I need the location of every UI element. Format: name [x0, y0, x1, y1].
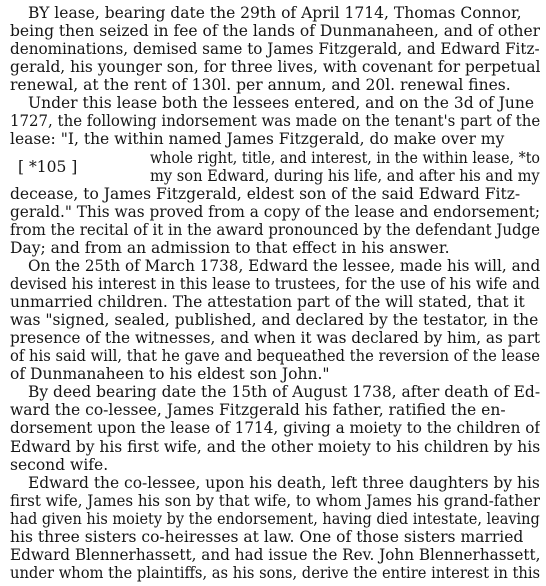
text-line: denominations, demised same to James Fitzgerald, and Edward Fitz-	[10, 40, 540, 59]
text-line: first wife, James his son by that wife, to whom James his grand-father	[10, 491, 540, 510]
text-line: of Dunmanaheen to his eldest son John."	[10, 365, 330, 384]
text-line: devised his interest in this lease to trustees, for the use of his wife and	[10, 274, 540, 293]
text-line: Edward Blennerhassett, and had issue the Rev. John Blennerhassett,	[10, 545, 540, 564]
text-line: under whom the plaintiffs, as his sons, derive the entire interest in this	[10, 563, 540, 582]
text-line: being then seized in fee of the lands of Dunmanaheen, and of other	[10, 22, 540, 41]
text-line: dorsement upon the lease of 1714, giving a moiety to the children of	[10, 419, 540, 438]
text-line: Edward the co-lessee, upon his death, left three daughters by his	[28, 473, 540, 492]
text-line: 1727, the following indorsement was made on the tenant's part of the	[10, 112, 540, 131]
text-line: Under this lease both the lessees entered, and on the 3d of June	[28, 94, 535, 113]
text-line: second wife.	[10, 455, 109, 474]
text-line: of his said will, that he gave and bequeathed the reversion of the lease	[10, 347, 540, 366]
text-line: BY lease, bearing date the 29th of April 1714, Thomas Connor,	[28, 4, 522, 22]
text-line: ward the co-lessee, James Fitzgerald his father, ratified the en-	[10, 401, 506, 420]
text-line: from the recital of it in the award pronounced by the defendant Judge	[10, 220, 540, 239]
text-line: By deed bearing date the 15th of August 1738, after death of Ed-	[28, 383, 540, 402]
text-line: renewal, at the rent of 130l. per annum, and 20l. renewal fines.	[10, 76, 511, 95]
text-line: Day; and from an admission to that effect in his answer.	[10, 238, 450, 257]
text-line: On the 25th of March 1738, Edward the lessee, made his will, and	[28, 256, 540, 275]
text-line: had given his moiety by the endorsement, having died intestate, leaving	[10, 509, 540, 528]
text-line: decease, to James Fitzgerald, eldest son of the said Edward Fitz-	[10, 184, 521, 203]
text-line: unmarried children. The attestation part of the will stated, that it	[10, 293, 525, 311]
text-line: Edward by his first wife, and the other moiety to his children by his	[10, 437, 540, 456]
text-line: was "signed, sealed, published, and declared by the testator, in the	[10, 311, 539, 330]
text-line: whole right, title, and interest, in the within lease, *to	[150, 148, 540, 167]
text-line: his three sisters co-heiresses at law. One of those sisters married	[10, 527, 524, 546]
text-line: my son Edward, during his life, and after his and my	[150, 166, 540, 185]
text-line: gerald, his younger son, for three lives, with covenant for perpetual	[10, 58, 540, 77]
page-marker: [ *105 ]	[18, 157, 78, 176]
text-line: lease: "I, the within named James Fitzgerald, do make over my	[10, 130, 505, 149]
text-line: gerald." This was proved from a copy of the lease and endorsement;	[10, 202, 540, 221]
text-line: presence of the witnesses, and when it was declared by him, as part	[10, 329, 540, 348]
